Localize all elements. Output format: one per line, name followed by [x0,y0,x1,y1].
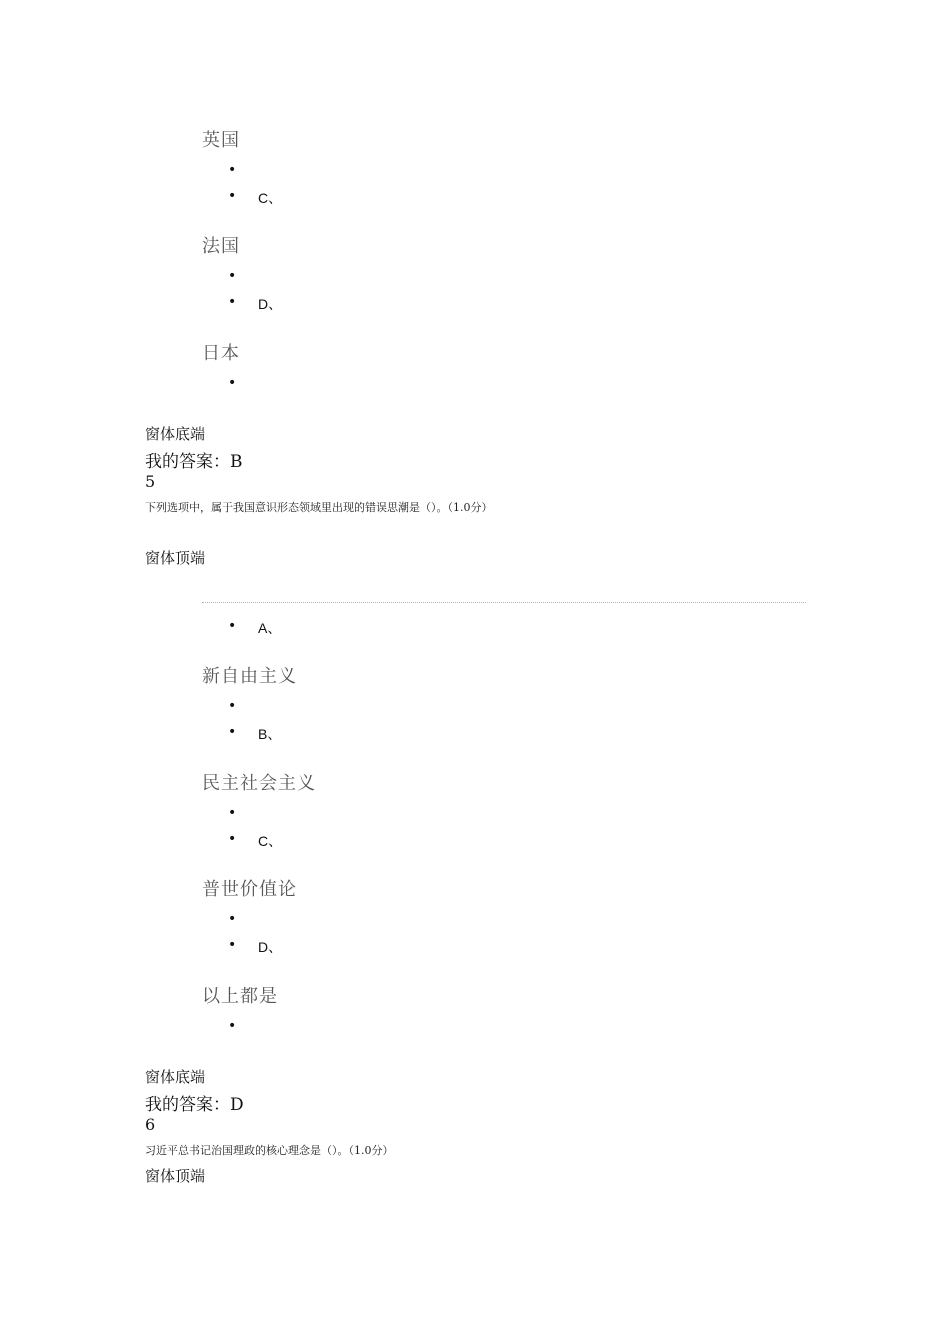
q5-my-answer: 我的答案：D [145,1095,244,1115]
q4-my-answer: 我的答案：B [145,452,243,472]
q5-divider [202,602,806,603]
q5-form-top-label: 窗体顶端 [145,549,206,567]
q5-option-a-letter: A、 [258,620,282,636]
q5-question-text: 下列选项中，属于我国意识形态领域里出现的错误思潮是（）。（1.0分） [145,501,493,514]
q4-option-c-text: 法国 [202,236,240,257]
q5-number: 5 [145,472,156,491]
q5-option-a-text: 新自由主义 [202,666,297,687]
q4-option-d-bullet: • [228,294,237,310]
q4-option-d-letter: D、 [258,296,283,312]
q5-option-b-radio[interactable]: • [228,805,237,821]
q5-option-a-bullet: • [228,618,237,634]
q6-form-top-label: 窗体顶端 [145,1167,206,1185]
q5-option-b-bullet: • [228,724,237,740]
q4-option-c-letter: C、 [258,190,283,206]
q5-option-a-radio[interactable]: • [228,698,237,714]
q4-option-c-bullet: • [228,188,237,204]
q5-option-c-text: 普世价值论 [202,879,297,900]
q5-option-d-radio[interactable]: • [228,1018,237,1034]
q4-option-b-radio[interactable]: • [228,162,237,178]
q4-form-bottom-label: 窗体底端 [145,425,206,443]
q5-option-b-letter: B、 [258,726,282,742]
q6-question-text: 习近平总书记治国理政的核心理念是（）。（1.0分） [145,1144,394,1157]
q6-number: 6 [145,1115,156,1134]
q4-option-d-text: 日本 [202,343,240,364]
q5-option-c-bullet: • [228,831,237,847]
q4-option-c-radio[interactable]: • [228,268,237,284]
q5-option-c-letter: C、 [258,833,283,849]
q5-option-d-letter: D、 [258,939,283,955]
q4-option-b-text: 英国 [202,130,240,151]
q5-option-d-bullet: • [228,937,237,953]
q5-option-c-radio[interactable]: • [228,911,237,927]
q5-option-d-text: 以上都是 [202,986,278,1007]
q5-form-bottom-label: 窗体底端 [145,1068,206,1086]
q5-option-b-text: 民主社会主义 [202,773,316,794]
q4-option-d-radio[interactable]: • [228,375,237,391]
